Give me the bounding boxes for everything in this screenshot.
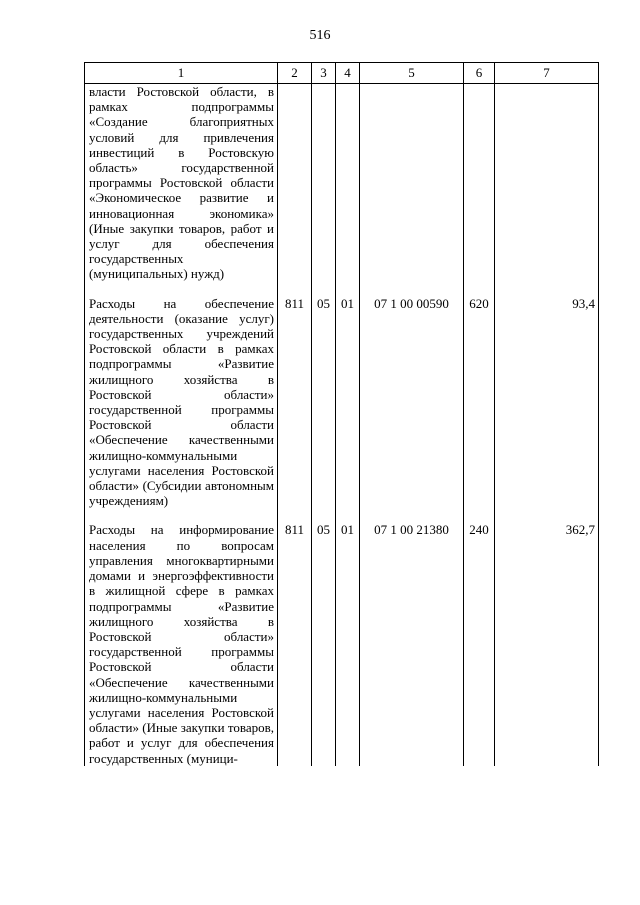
table-row xyxy=(85,522,599,765)
row-subsection-code: 01 xyxy=(336,296,360,509)
row-expense-type: 240 xyxy=(464,522,495,765)
spacer-cell xyxy=(495,282,599,296)
column-header-2: 2 xyxy=(278,63,312,84)
column-header-6: 6 xyxy=(464,63,495,84)
spacer-cell xyxy=(360,282,464,296)
column-header-1: 1 xyxy=(85,63,278,84)
row-subsection-code: 01 xyxy=(336,522,360,765)
spacer-cell xyxy=(278,508,312,522)
row-description: власти Ростовской области, в рамках подпрограммы «Создание благоприятных условий для привлечения инвестиций в Ростовскую область» государственной программы Ростовской области «Экономическое развитие и инновационная экономика» (Иные закупки товаров, работ и услуг для обеспечения государственных (муниципальных) нужд) xyxy=(85,84,278,282)
row-section-code: 05 xyxy=(312,296,336,509)
row-target-article: 07 1 00 00590 xyxy=(360,296,464,509)
spacer-cell xyxy=(360,508,464,522)
row-description: Расходы на информирование населения по вопросам управления многоквартирными домами и энергоэффективности в жилищной сфере в рамках подпрограммы «Развитие жилищного хозяйства в Ростовской области» государственной программы Ростовской области «Обеспечение качественными жилищно-коммунальными услугами населения Ростовской области» (Иные закупки товаров, работ и услуг для обеспечения государственных (муници- xyxy=(85,522,278,765)
spacer-cell xyxy=(85,508,278,522)
column-header-5: 5 xyxy=(360,63,464,84)
row-spacer xyxy=(85,282,599,296)
table-row xyxy=(85,296,599,509)
column-header-4: 4 xyxy=(336,63,360,84)
spacer-cell xyxy=(85,282,278,296)
row-amount: 93,4 xyxy=(495,296,599,509)
row-expense-type: 620 xyxy=(464,296,495,509)
table-row xyxy=(85,84,599,282)
spacer-cell xyxy=(464,282,495,296)
spacer-cell xyxy=(336,282,360,296)
spacer-cell xyxy=(336,508,360,522)
row-description: Расходы на обеспечение деятельности (оказание услуг) государственных учреждений Ростовской области в рамках подпрограммы «Развитие жилищного хозяйства в Ростовской области» государственной программы Ростовской области «Обеспечение качественными жилищно-коммунальными услугами населения Ростовской области» (Субсидии автономным учреждениям) xyxy=(85,296,278,509)
row-section-code xyxy=(312,84,336,282)
row-subsection-code xyxy=(336,84,360,282)
row-department-code: 811 xyxy=(278,522,312,765)
spacer-cell xyxy=(278,282,312,296)
column-header-7: 7 xyxy=(495,63,599,84)
row-target-article: 07 1 00 21380 xyxy=(360,522,464,765)
column-header-3: 3 xyxy=(312,63,336,84)
page-number: 516 xyxy=(309,28,331,43)
row-amount: 362,7 xyxy=(495,522,599,765)
header-row xyxy=(85,63,599,84)
spacer-cell xyxy=(312,508,336,522)
spacer-cell xyxy=(464,508,495,522)
row-spacer xyxy=(85,508,599,522)
row-department-code: 811 xyxy=(278,296,312,509)
row-department-code xyxy=(278,84,312,282)
row-section-code: 05 xyxy=(312,522,336,765)
spacer-cell xyxy=(495,508,599,522)
row-expense-type xyxy=(464,84,495,282)
spacer-cell xyxy=(312,282,336,296)
row-target-article xyxy=(360,84,464,282)
row-amount xyxy=(495,84,599,282)
budget-table xyxy=(84,62,599,766)
